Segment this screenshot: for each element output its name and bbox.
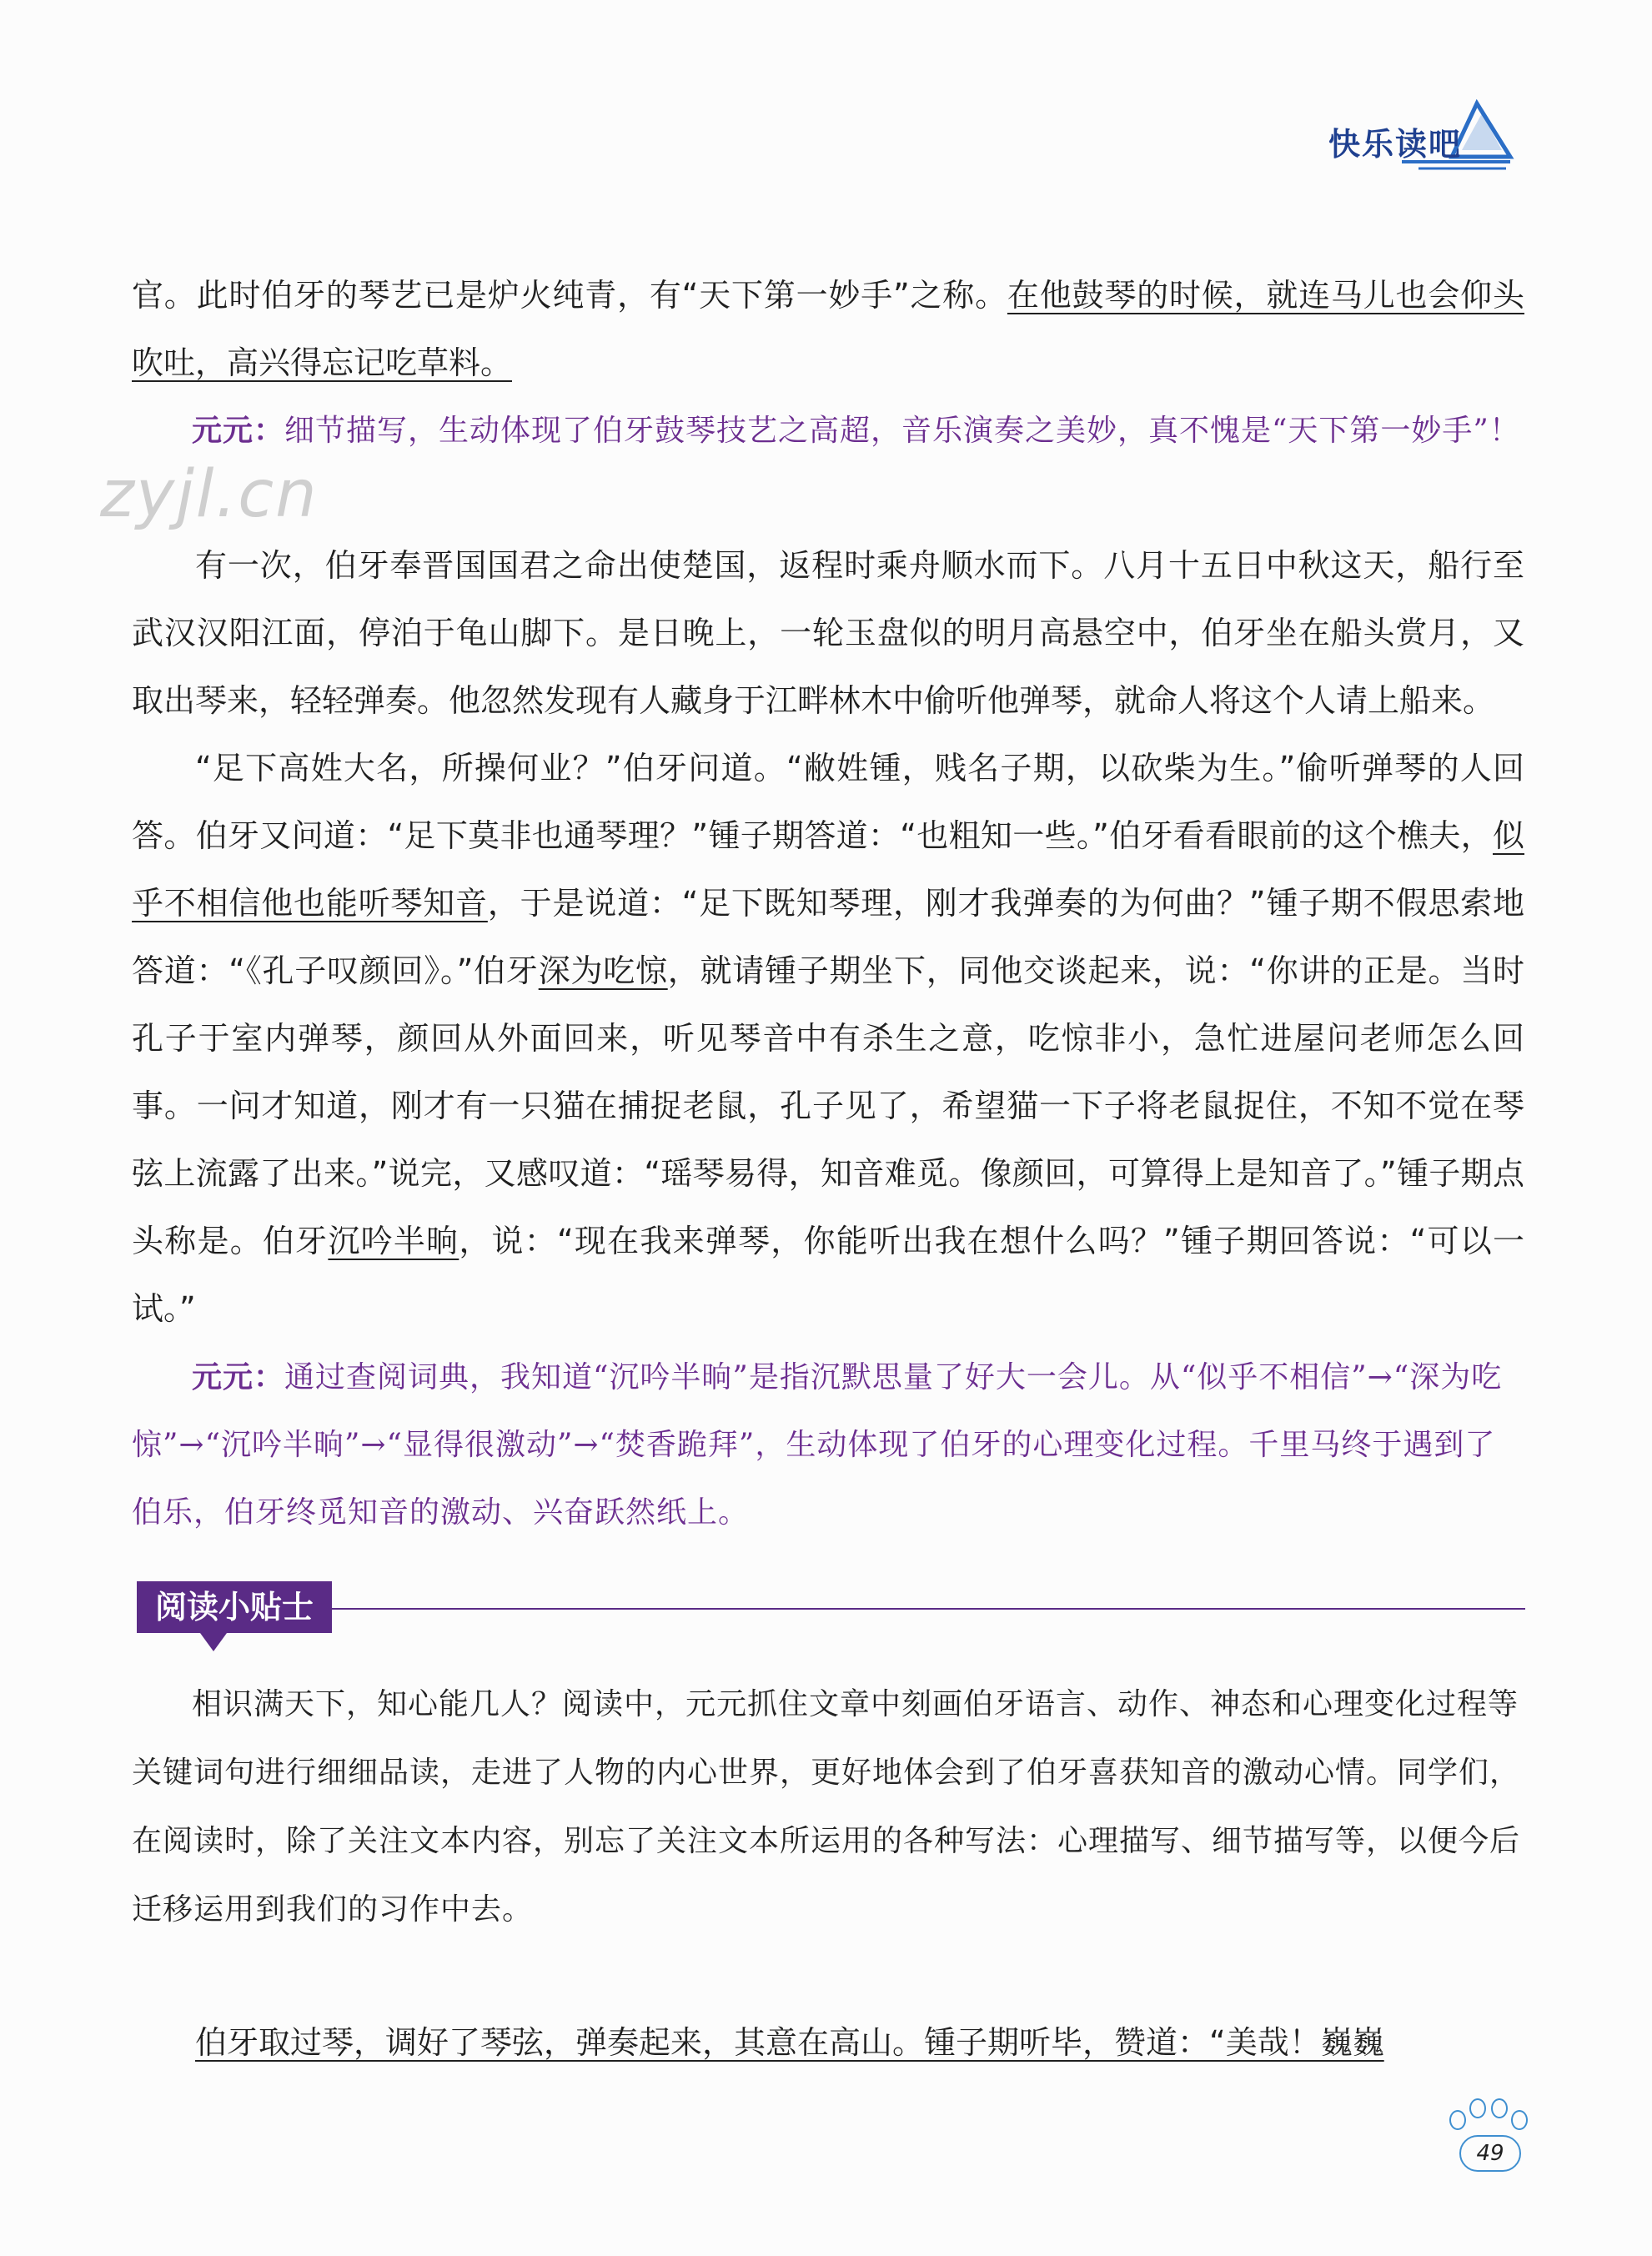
- paw-toe-icon: [1491, 2098, 1508, 2118]
- comment-text: 通过查阅词典，我知道“沉吟半晌”是指沉默思量了好大一会儿。从“似乎不相信”→“深为吃惊”→“沉吟半晌”→“显得很激动”→“焚香跪拜”，生动体现了伯牙的心理变化过程。千里马终于遇到了伯乐，伯牙终觅知音的激动、兴奋跃然纸上。: [132, 1360, 1503, 1530]
- story-text: “足下高姓大名，所操何业？”伯牙问道。“敝姓锺，贱名子期，以砍柴为生。”偷听弹琴的人回答。伯牙又问道：“足下莫非也通琴理？”锺子期答道：“也粗知一些。”伯牙看看眼前的这个樵夫，: [132, 750, 1524, 854]
- page-number: 49: [1459, 2135, 1521, 2172]
- story-text: ，于是说道：“足下既知琴理，刚才我弹奏的为何曲？”锺子期不假思索地答道：“《孔子叹颜回》。”伯牙: [132, 885, 1524, 989]
- comment-1: [132, 397, 1524, 465]
- underlined-phrase: 伯牙取过琴，调好了琴弦，弹奏起来，其意在高山。锺子期听毕，赞道：“美哉！巍巍: [195, 2024, 1384, 2061]
- story-text: 有一次，伯牙奉晋国国君之命出使楚国，返程时乘舟顺水而下。八月十五日中秋这天，船行至武汉汉阳江面，停泊于龟山脚下。是日晚上，一轮玉盘似的明月高悬空中，伯牙坐在船头赏月，又取出琴来，轻轻弹奏。他忽然发现有人藏身于江畔林木中偷听他弹琴，就命人将这个人请上船来。: [132, 547, 1524, 719]
- page-number-paw: [1443, 2093, 1534, 2177]
- divider-line: [329, 1608, 1525, 1610]
- comment-speaker: 元元：: [192, 413, 285, 448]
- underlined-phrase: 深为吃惊: [538, 952, 668, 989]
- comment-text: 细节描写，生动体现了伯牙鼓琴技艺之高超，音乐演奏之美妙，真不愧是“天下第一妙手”！: [284, 414, 1520, 448]
- story-text: 官。此时伯牙的琴艺已是炉火纯青，有“天下第一妙手”之称。: [132, 277, 1007, 314]
- reading-tip-header: [137, 1581, 1525, 1665]
- tip-text: 相识满天下，知心能几人？阅读中，元元抓住文章中刻画伯牙语言、动作、神态和心理变化过程等关键词句进行细细品读，走进了人物的内心世界，更好地体会到了伯牙喜获知音的激动心情。同学们，在阅读时，除了关注文本内容，别忘了关注文本所运用的各种写法：心理描写、细节描写等，以便今后迁移运用到我们的习作中去。: [132, 1687, 1521, 1927]
- story-paragraph-4: [132, 2009, 1524, 2077]
- comment-speaker: 元元：: [192, 1359, 285, 1394]
- story-text: ，就请锺子期坐下，同他交谈起来，说：“你讲的正是。当时孔子于室内弹琴，颜回从外面回来，听见琴音中有杀生之意，吃惊非小，急忙进屋问老师怎么回事。一问才知道，刚才有一只猫在捕捉老鼠，孔子见了，希望猫一下子将老鼠捉住，不知不觉在琴弦上流露了出来。”说完，又感叹道：“瑶琴易得，知音难觅。像颜回，可算得上是知音了。”锺子期点头称是。伯牙: [132, 952, 1524, 1259]
- reading-tip-label: 阅读小贴士: [137, 1581, 332, 1633]
- underlined-phrase: 似乎不相信他也能听琴知音: [132, 817, 1524, 922]
- watermark: zyjl.cn: [100, 457, 319, 532]
- story-text: ，说：“现在我来弹琴，你能听出我在想什么吗？”锺子期回答说：“可以一试。”: [132, 1223, 1524, 1327]
- section-title: 快乐读吧: [1328, 126, 1462, 163]
- comment-2: [132, 1344, 1524, 1546]
- tip-tag-tail: [200, 1633, 227, 1651]
- story-paragraph-2: [132, 532, 1524, 735]
- story-paragraph-3: [132, 735, 1524, 1343]
- paw-toe-icon: [1449, 2110, 1466, 2130]
- paw-toe-icon: [1469, 2098, 1486, 2118]
- underlined-phrase: 沉吟半晌: [328, 1223, 459, 1259]
- reading-tip-body: [132, 1671, 1524, 1944]
- story-paragraph-1: [132, 262, 1524, 397]
- paw-toe-icon: [1511, 2110, 1528, 2130]
- underlined-phrase: 在他鼓琴的时候，就连马儿也会仰头吹吐，高兴得忘记吃草料。: [132, 277, 1524, 381]
